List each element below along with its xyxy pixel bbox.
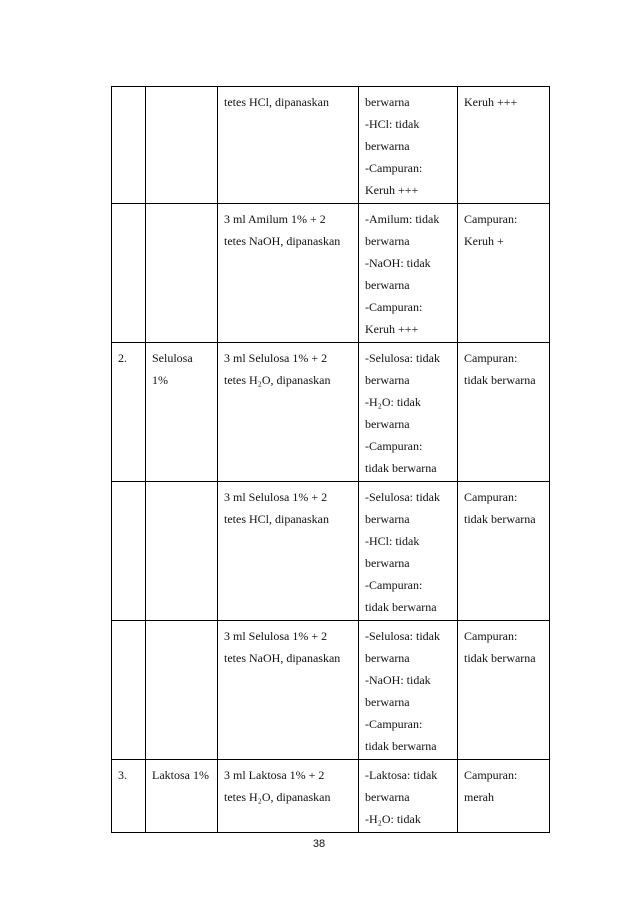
treatment-line: tetes NaOH, dipanaskan (224, 234, 341, 248)
cell-observation (359, 482, 458, 621)
cell-result (458, 87, 550, 204)
cell-result (458, 482, 550, 621)
treatment-line: tetes H₂O, dipanaskan (224, 790, 331, 804)
observation-line: tidak berwarna (365, 600, 437, 614)
observation-line: tidak berwarna (365, 739, 437, 753)
observation-line: berwarna (365, 95, 410, 109)
observation-line: berwarna (365, 695, 410, 709)
cell-result (458, 343, 550, 482)
result-line: Campuran: (464, 490, 518, 504)
cell-sample (146, 343, 218, 482)
table-row (112, 87, 550, 204)
observation-line: -Laktosa: tidak (365, 768, 438, 782)
result-line: Campuran: (464, 212, 518, 226)
cell-number (112, 343, 146, 482)
sample-line: Laktosa 1% (152, 768, 209, 782)
observation-line: -Amilum: tidak (365, 212, 440, 226)
cell-number (112, 204, 146, 343)
table-row (112, 343, 550, 482)
observation-line: berwarna (365, 512, 410, 526)
cell-result (458, 621, 550, 760)
table-body (112, 87, 550, 833)
observation-line: -Campuran: (365, 717, 423, 731)
result-line: tidak berwarna (464, 651, 536, 665)
treatment-line: 3 ml Laktosa 1% + 2 (224, 768, 325, 782)
observation-line: berwarna (365, 790, 410, 804)
treatment-line: tetes NaOH, dipanaskan (224, 651, 341, 665)
observation-line: tidak berwarna (365, 461, 437, 475)
cell-treatment (218, 204, 359, 343)
cell-observation (359, 621, 458, 760)
observation-line: Keruh +++ (365, 183, 419, 197)
observation-line: berwarna (365, 373, 410, 387)
cell-treatment (218, 760, 359, 833)
cell-treatment (218, 87, 359, 204)
sample-line: 1% (152, 373, 168, 387)
observation-line: Keruh +++ (365, 322, 419, 336)
treatment-line: 3 ml Amilum 1% + 2 (224, 212, 326, 226)
observation-line: berwarna (365, 417, 410, 431)
cell-result (458, 204, 550, 343)
cell-treatment (218, 482, 359, 621)
result-line: tidak berwarna (464, 373, 536, 387)
observation-line: -HCl: tidak (365, 117, 420, 131)
cell-number (112, 760, 146, 833)
treatment-line: 3 ml Selulosa 1% + 2 (224, 490, 328, 504)
observation-line: -H₂O: tidak (365, 812, 421, 826)
table-row (112, 204, 550, 343)
observation-line: berwarna (365, 234, 410, 248)
observation-line: -Campuran: (365, 161, 423, 175)
result-line: tidak berwarna (464, 512, 536, 526)
cell-observation (359, 87, 458, 204)
cell-sample (146, 87, 218, 204)
cell-number (112, 87, 146, 204)
cell-number (112, 621, 146, 760)
treatment-line: tetes HCl, dipanaskan (224, 95, 329, 109)
cell-observation (359, 760, 458, 833)
cell-sample (146, 204, 218, 343)
treatment-line: tetes H₂O, dipanaskan (224, 373, 331, 387)
observation-line: berwarna (365, 139, 410, 153)
cell-number (112, 482, 146, 621)
row-number: 3. (118, 768, 127, 782)
result-line: Campuran: (464, 768, 518, 782)
cell-observation (359, 204, 458, 343)
table-row (112, 760, 550, 833)
cell-observation (359, 343, 458, 482)
observation-line: -Selulosa: tidak (365, 490, 440, 504)
observation-line: -NaOH: tidak (365, 673, 431, 687)
observation-line: -HCl: tidak (365, 534, 420, 548)
results-table (111, 86, 550, 833)
table-row (112, 621, 550, 760)
cell-sample (146, 621, 218, 760)
result-line: Keruh + (464, 234, 504, 248)
treatment-line: 3 ml Selulosa 1% + 2 (224, 629, 328, 643)
cell-treatment (218, 621, 359, 760)
observation-line: berwarna (365, 278, 410, 292)
observation-line: -H₂O: tidak (365, 395, 421, 409)
result-line: Campuran: (464, 351, 518, 365)
observation-line: -Campuran: (365, 300, 423, 314)
observation-line: berwarna (365, 651, 410, 665)
page-number: 38 (312, 838, 326, 850)
result-line: merah (464, 790, 494, 804)
table-row (112, 482, 550, 621)
observation-line: -NaOH: tidak (365, 256, 431, 270)
observation-line: -Selulosa: tidak (365, 629, 440, 643)
treatment-line: 3 ml Selulosa 1% + 2 (224, 351, 328, 365)
cell-result (458, 760, 550, 833)
observation-line: -Selulosa: tidak (365, 351, 440, 365)
treatment-line: tetes HCl, dipanaskan (224, 512, 329, 526)
cell-sample (146, 482, 218, 621)
observation-line: -Campuran: (365, 439, 423, 453)
sample-line: Selulosa (152, 351, 193, 365)
cell-treatment (218, 343, 359, 482)
observation-line: -Campuran: (365, 578, 423, 592)
result-line: Campuran: (464, 629, 518, 643)
cell-sample (146, 760, 218, 833)
result-line: Keruh +++ (464, 95, 518, 109)
observation-line: berwarna (365, 556, 410, 570)
row-number: 2. (118, 351, 127, 365)
